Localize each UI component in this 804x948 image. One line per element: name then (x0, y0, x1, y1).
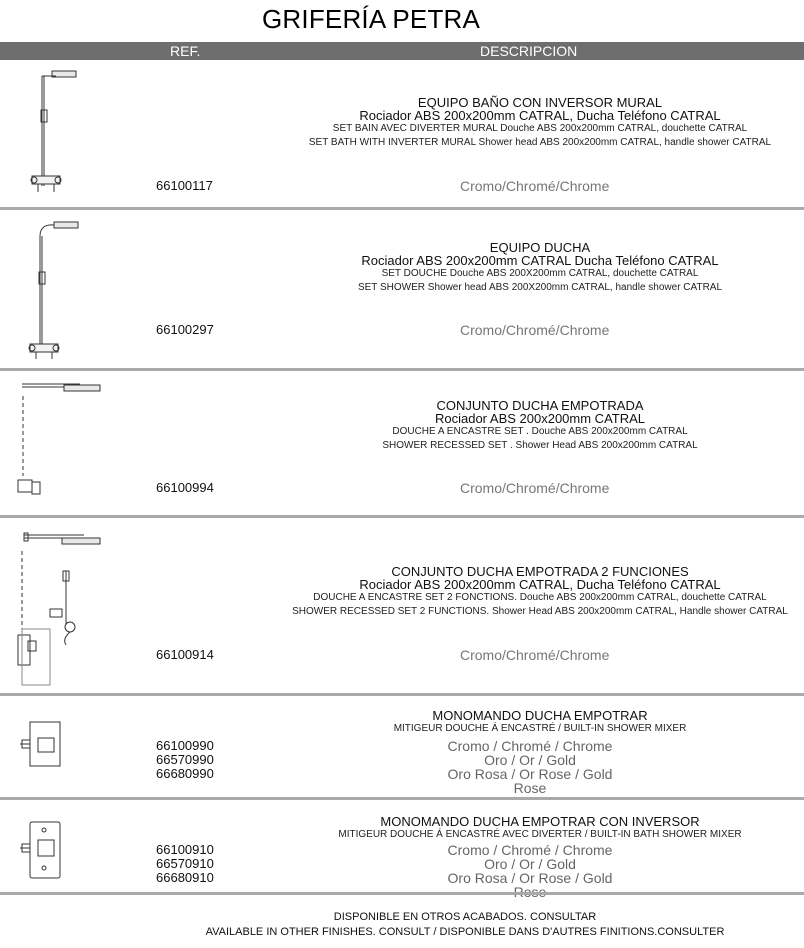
product-ref: 66100914 (156, 647, 214, 662)
row-divider (0, 368, 804, 371)
product-ref: 66570990 (156, 752, 214, 767)
description-column-header: DESCRIPCION (480, 43, 578, 59)
footer-note (0, 910, 804, 940)
product-finishes (430, 739, 630, 795)
product-subtitle: Rociador ABS 200x200mm CATRAL Ducha Teléfono CATRAL (361, 253, 719, 268)
row-divider (0, 693, 804, 696)
product-desc-fr-en: MITIGEUR DOUCHE Á ENCASTRÉ / BUILT-IN SHOWER MIXER (393, 723, 687, 734)
product-ref: 66100990 (156, 738, 214, 753)
product-desc-fr: DOUCHE A ENCASTRE SET 2 FONCTIONS. Douche ABS 200x200mm CATRAL, douchette CATRAL (313, 592, 767, 603)
product-ref: 66100297 (156, 322, 214, 337)
product-desc-fr-en: MITIGEUR DOUCHE Á ENCASTRÉ AVEC DIVERTER / BUILT-IN BATH SHOWER MIXER (338, 829, 742, 840)
product-subtitle: Rociador ABS 200x200mm CATRAL, Ducha Teléfono CATRAL (359, 577, 721, 592)
product-title: EQUIPO BAÑO CON INVERSOR MURAL (417, 95, 663, 110)
shower-column-image (24, 216, 84, 362)
table-header (0, 42, 804, 60)
product-subtitle: Rociador ABS 200x200mm CATRAL (434, 411, 646, 426)
page-title: GRIFERÍA PETRA (262, 4, 481, 34)
product-finish: Oro / Or / Gold (484, 752, 576, 768)
product-title: EQUIPO DUCHA (489, 240, 591, 255)
product-finish: Cromo/Chromé/Chrome (460, 647, 610, 663)
product-finish: Cromo/Chromé/Chrome (460, 480, 610, 496)
row-divider (0, 207, 804, 210)
product-finish: Cromo/Chromé/Chrome (460, 178, 610, 194)
product-ref: 66100994 (156, 480, 214, 495)
product-finish: Oro / Or / Gold (484, 856, 576, 872)
product-ref: 66100117 (156, 178, 213, 193)
product-refs (156, 843, 214, 885)
product-refs (156, 739, 214, 781)
row-divider (0, 797, 804, 800)
product-desc-en: SET BATH WITH INVERTER MURAL Shower head ABS 200x200mm CATRAL, handle shower CATRAL (308, 137, 772, 148)
product-ref: 66680990 (156, 766, 214, 781)
product-finishes (430, 843, 630, 899)
product-finish: Oro Rosa / Or Rose / Gold Rose (447, 766, 613, 796)
product-desc-fr: SET DOUCHE Douche ABS 200X200mm CATRAL, douchette CATRAL (381, 268, 699, 279)
product-ref: 66570910 (156, 856, 214, 871)
row-divider (0, 892, 804, 895)
product-desc-en: SET SHOWER Shower head ABS 200X200mm CATRAL, handle shower CATRAL (357, 282, 723, 293)
row-divider (0, 515, 804, 518)
recessed-shower-set-image (14, 376, 104, 500)
product-desc-fr: SET BAIN AVEC DIVERTER MURAL Douche ABS 200x200mm CATRAL, douchette CATRAL (332, 123, 748, 134)
footer-line-1: DISPONIBLE EN OTROS ACABADOS. CONSULTAR (333, 911, 597, 923)
product-desc-en: SHOWER RECESSED SET . Shower Head ABS 200x200mm CATRAL (382, 440, 698, 451)
product-ref: 66100910 (156, 842, 214, 857)
shower-column-with-diverter-image (24, 68, 84, 196)
product-title: MONOMANDO DUCHA EMPOTRAR (432, 708, 648, 723)
product-title: CONJUNTO DUCHA EMPOTRADA (436, 398, 644, 413)
product-title: MONOMANDO DUCHA EMPOTRAR CON INVERSOR (380, 814, 700, 829)
product-desc-fr: DOUCHE A ENCASTRE SET . Douche ABS 200x200mm CATRAL (392, 426, 688, 437)
product-title: CONJUNTO DUCHA EMPOTRADA 2 FUNCIONES (391, 564, 689, 579)
product-desc-en: SHOWER RECESSED SET 2 FUNCTIONS. Shower Head ABS 200x200mm CATRAL, Handle shower CATRAL (292, 606, 788, 617)
built-in-mixer-with-diverter-image (18, 818, 68, 882)
product-finish: Cromo / Chromé / Chrome (447, 842, 613, 858)
footer-line-2: AVAILABLE IN OTHER FINISHES. CONSULT / DISPONIBLE DANS D'AUTRES FINITIONS.CONSULTER (205, 926, 725, 938)
product-subtitle: Rociador ABS 200x200mm CATRAL, Ducha Teléfono CATRAL (359, 108, 721, 123)
built-in-shower-mixer-image (18, 718, 68, 774)
recessed-shower-set-2-functions-image (14, 527, 106, 687)
product-finish: Cromo / Chromé / Chrome (447, 738, 613, 754)
ref-column-header: REF. (170, 43, 201, 59)
product-ref: 66680910 (156, 870, 214, 885)
product-finish: Cromo/Chromé/Chrome (460, 322, 610, 338)
product-finish: Oro Rosa / Or Rose / Gold (447, 870, 613, 886)
